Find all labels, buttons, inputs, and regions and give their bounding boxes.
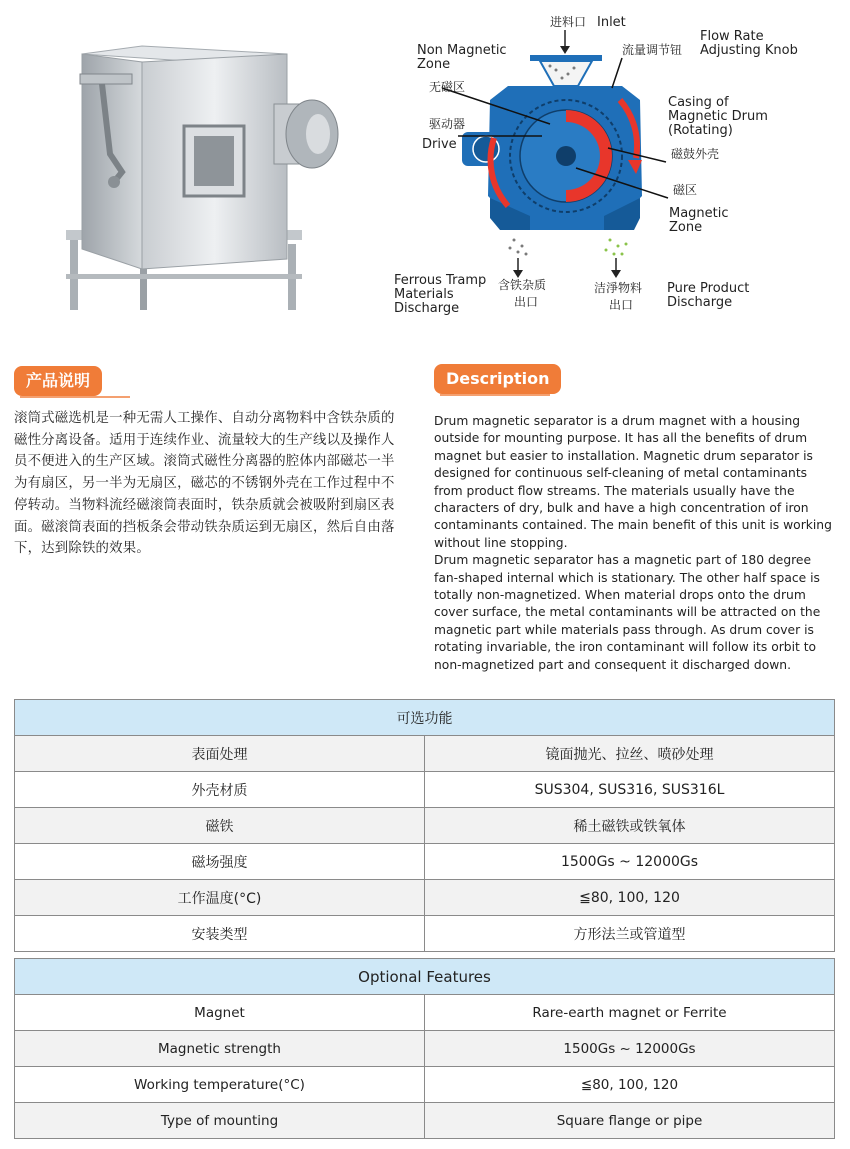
table-row xyxy=(15,736,835,772)
row-label: 表面处理 xyxy=(15,736,425,772)
en-options-table xyxy=(14,958,835,1139)
ferrous-en-3: Discharge xyxy=(394,301,460,316)
magnetic-zone-en-2: Zone xyxy=(669,220,703,235)
flow-rate-en-2: Adjusting Knob xyxy=(700,43,798,58)
en-section-title: Description xyxy=(434,364,561,394)
table-row xyxy=(15,1067,835,1103)
table-row xyxy=(15,880,835,916)
non-magnetic-zone-en-1: Non Magnetic xyxy=(417,43,507,58)
row-value: ≦80, 100, 120 xyxy=(425,880,835,916)
row-label: 外壳材质 xyxy=(15,772,425,808)
cn-options-table xyxy=(14,699,835,952)
inlet-label-en: Inlet xyxy=(597,15,626,30)
separator-diagram xyxy=(390,8,820,326)
row-label: 安装类型 xyxy=(15,916,425,952)
drum-casing-cn: 磁鼓外壳 xyxy=(671,147,720,161)
cn-section-title: 产品说明 xyxy=(14,366,102,396)
ferrous-en-2: Materials xyxy=(394,287,454,302)
table-row xyxy=(15,844,835,880)
row-value: Square flange or pipe xyxy=(425,1103,835,1139)
ferrous-cn-2: 出口 xyxy=(514,295,539,309)
row-value: ≦80, 100, 120 xyxy=(425,1067,835,1103)
cn-description: 滚筒式磁选机是一种无需人工操作、自动分离物料中含铁杂质的磁性分离设备。适用于连续作业、流量较大的生产线以及操作人员不便进入的生产区域。滚筒式磁性分离器的腔体内部磁芯一半为有扇区，另一半为无扇区，磁芯的不锈钢外壳在工作过程中不停转动。当物料流经磁滚筒表面时，铁杂质就会被吸附到扇区表面。磁滚筒表面的挡板条会带动铁杂质运到无扇区，然后自由落下，达到除铁的效果。 xyxy=(14,411,395,557)
pure-cn-2: 出口 xyxy=(609,298,634,312)
row-label: Working temperature(°C) xyxy=(15,1067,425,1103)
drive-label-en: Drive xyxy=(422,137,457,152)
table-row xyxy=(15,916,835,952)
row-value: 1500Gs ~ 12000Gs xyxy=(425,844,835,880)
cn-table-title: 可选功能 xyxy=(15,700,835,736)
non-magnetic-zone-cn: 无磁区 xyxy=(429,80,466,94)
ferrous-cn-1: 含铁杂质 xyxy=(498,278,547,292)
ferrous-en-1: Ferrous Tramp xyxy=(394,273,487,288)
magnetic-zone-cn: 磁区 xyxy=(673,183,698,197)
table-row xyxy=(15,1031,835,1067)
row-value: SUS304, SUS316, SUS316L xyxy=(425,772,835,808)
en-description xyxy=(434,413,836,674)
non-magnetic-zone-en-2: Zone xyxy=(417,57,451,72)
casing-en-1: Casing of xyxy=(668,95,729,110)
casing-en-2: Magnetic Drum xyxy=(668,109,768,124)
row-label: Magnet xyxy=(15,995,425,1031)
row-value: 方形法兰或管道型 xyxy=(425,916,835,952)
row-value: 镜面抛光、拉丝、喷砂处理 xyxy=(425,736,835,772)
row-value: Rare-earth magnet or Ferrite xyxy=(425,995,835,1031)
table-row xyxy=(15,772,835,808)
table-row xyxy=(15,1103,835,1139)
row-label: 磁铁 xyxy=(15,808,425,844)
pure-cn-1: 洁淨物料 xyxy=(594,281,643,295)
en-description-p2: Drum magnetic separator has a magnetic part of 180 degree fan-shaped internal which is stationary. The other half space is totally non-magnetized. When material drops onto the drum cover surface, the metal contaminants will be attracted on the magnetic part while materials pass through. As drum cover is rotating invariable, the iron contaminant will follow its orbit to non-magnetized part and consequent it discharged down. xyxy=(434,553,821,672)
row-label: Magnetic strength xyxy=(15,1031,425,1067)
pure-en-2: Discharge xyxy=(667,295,733,310)
magnetic-zone-en-1: Magnetic xyxy=(669,206,729,221)
casing-en-3: (Rotating) xyxy=(668,123,733,138)
table-row xyxy=(15,995,835,1031)
row-value: 1500Gs ~ 12000Gs xyxy=(425,1031,835,1067)
row-value: 稀土磁铁或铁氧体 xyxy=(425,808,835,844)
drive-label-cn: 驱动器 xyxy=(429,117,466,131)
inlet-label-cn: 进料口 xyxy=(550,15,587,29)
row-label: 磁场强度 xyxy=(15,844,425,880)
pure-en-1: Pure Product xyxy=(667,281,750,296)
en-description-p1: Drum magnetic separator is a drum magnet with a housing outside for mounting purpose. It has all the benefits of drum magnet but easier to installation. Magnetic drum separator is designed for continuous self-cleaning of metal contaminants from product flow streams. The materials usually have the characters of dry, bulk and have a high concentration of iron contaminants contained. The main benefit of this unit is working without line stopping. xyxy=(434,414,832,550)
row-label: Type of mounting xyxy=(15,1103,425,1139)
flow-rate-en-1: Flow Rate xyxy=(700,29,764,44)
flow-rate-knob-cn: 流量调节钮 xyxy=(622,43,683,57)
table-row xyxy=(15,808,835,844)
machine-photo xyxy=(62,44,352,312)
en-table-title: Optional Features xyxy=(15,959,835,995)
row-label: 工作温度(°C) xyxy=(15,880,425,916)
